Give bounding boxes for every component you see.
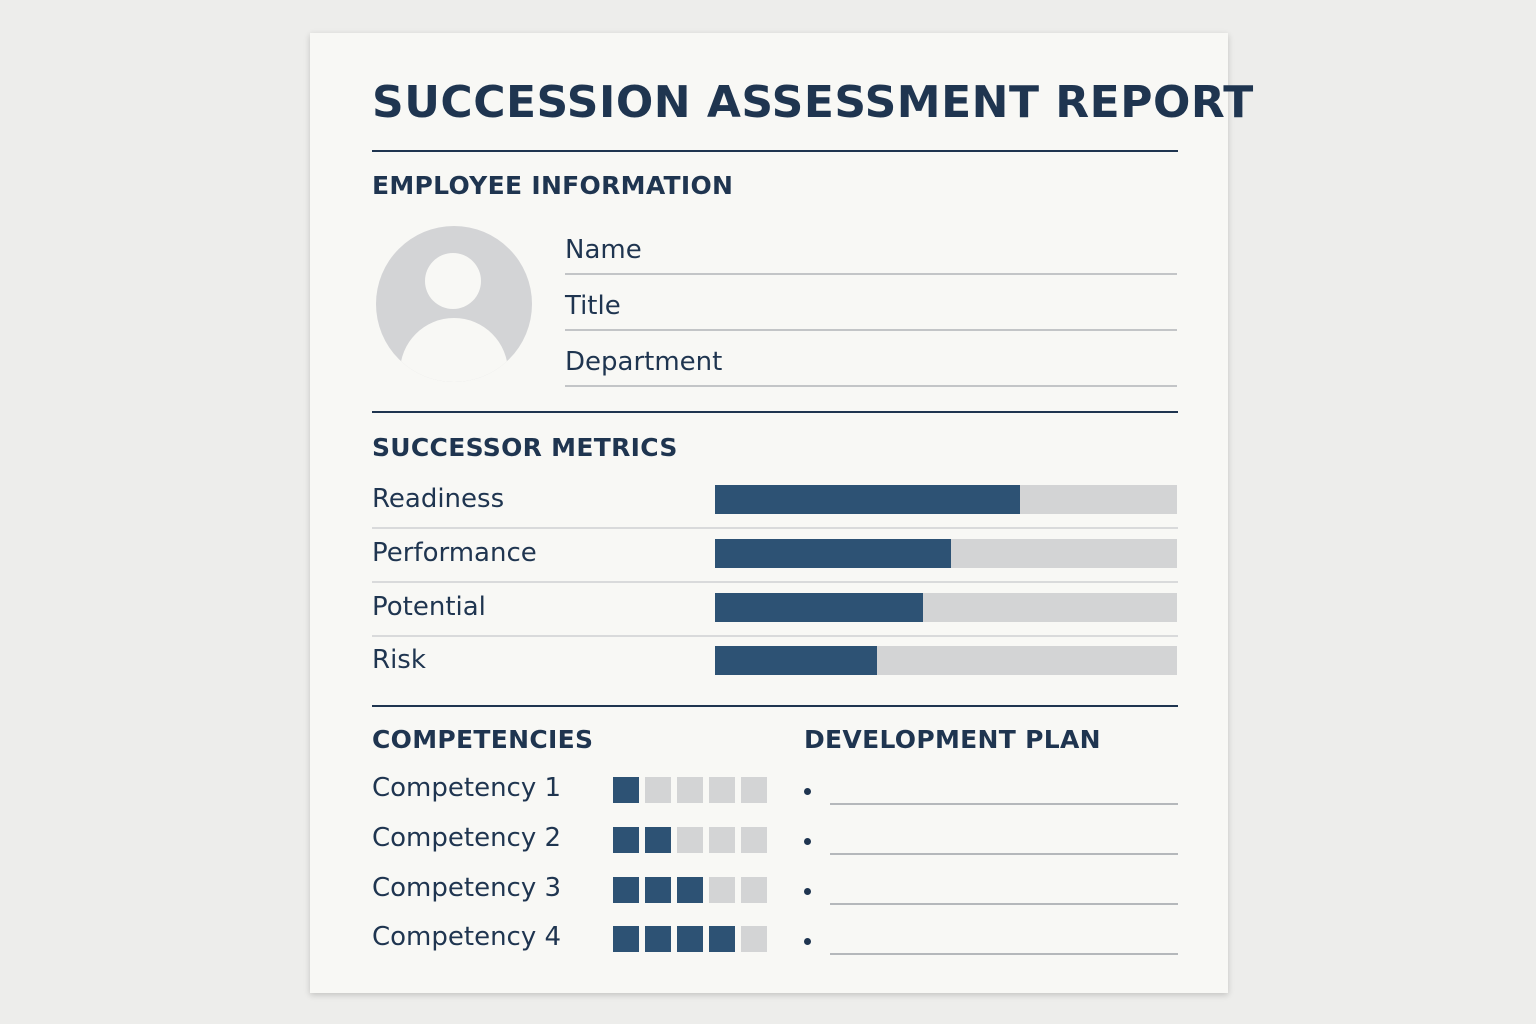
title-divider — [372, 150, 1178, 152]
competency-rating — [613, 877, 773, 903]
competency-label: Competency 1 — [372, 773, 562, 803]
competency-label: Competency 3 — [372, 873, 562, 903]
competency-row — [372, 871, 772, 911]
metric-bar-track — [715, 646, 1177, 675]
rating-square-empty — [677, 827, 703, 853]
metric-row-risk — [372, 636, 1178, 688]
plan-entry-line — [830, 903, 1178, 905]
rating-square-empty — [677, 777, 703, 803]
metric-label: Performance — [372, 538, 537, 568]
rating-square-filled — [613, 926, 639, 952]
rating-square-filled — [645, 926, 671, 952]
metric-bar-fill — [715, 646, 877, 675]
title-label: Title — [565, 291, 621, 321]
user-silhouette-icon — [376, 226, 532, 382]
rating-square-empty — [741, 926, 767, 952]
metric-row-potential — [372, 583, 1178, 637]
rating-square-empty — [741, 777, 767, 803]
metric-label: Readiness — [372, 484, 505, 514]
metric-bar-track — [715, 593, 1177, 622]
department-label: Department — [565, 347, 723, 377]
employee-information-heading: EMPLOYEE INFORMATION — [372, 171, 734, 200]
competency-rating — [613, 926, 773, 952]
rating-square-filled — [709, 926, 735, 952]
metric-bar-fill — [715, 485, 1020, 514]
report-title: SUCCESSION ASSESSMENT REPORT — [372, 77, 1254, 128]
development-plan-item[interactable] — [804, 828, 1178, 858]
metric-label: Potential — [372, 592, 486, 622]
successor-metrics-heading: SUCCESSOR METRICS — [372, 433, 678, 462]
plan-entry-line — [830, 953, 1178, 955]
metrics-section-divider — [372, 705, 1178, 707]
avatar-body — [400, 318, 508, 382]
rating-square-empty — [709, 877, 735, 903]
plan-entry-line — [830, 853, 1178, 855]
competency-label: Competency 4 — [372, 922, 562, 952]
rating-square-filled — [613, 827, 639, 853]
bullet-icon — [804, 838, 811, 845]
plan-entry-line — [830, 803, 1178, 805]
development-plan-item[interactable] — [804, 878, 1178, 908]
rating-square-empty — [645, 777, 671, 803]
rating-square-empty — [741, 827, 767, 853]
name-field[interactable] — [565, 223, 1177, 275]
metric-row-performance — [372, 529, 1178, 583]
rating-square-empty — [741, 877, 767, 903]
rating-square-filled — [645, 827, 671, 853]
metric-bar-fill — [715, 593, 923, 622]
competencies-heading: COMPETENCIES — [372, 725, 594, 754]
rating-square-filled — [613, 877, 639, 903]
development-plan-item[interactable] — [804, 778, 1178, 808]
rating-square-filled — [645, 877, 671, 903]
development-plan-item[interactable] — [804, 928, 1178, 958]
rating-square-filled — [677, 877, 703, 903]
rating-square-empty — [709, 827, 735, 853]
title-field[interactable] — [565, 279, 1177, 331]
metric-bar-track — [715, 485, 1177, 514]
bullet-icon — [804, 888, 811, 895]
metric-label: Risk — [372, 645, 426, 675]
development-plan-heading: DEVELOPMENT PLAN — [804, 725, 1101, 754]
competency-rating — [613, 827, 773, 853]
competency-row — [372, 920, 772, 960]
department-field[interactable] — [565, 335, 1177, 387]
name-label: Name — [565, 235, 642, 265]
report-sheet — [310, 33, 1254, 993]
rating-square-filled — [677, 926, 703, 952]
bullet-icon — [804, 938, 811, 945]
bullet-icon — [804, 788, 811, 795]
employee-section-divider — [372, 411, 1178, 413]
avatar-head — [425, 253, 481, 309]
competency-row — [372, 771, 772, 811]
competency-label: Competency 2 — [372, 823, 562, 853]
metric-bar-track — [715, 539, 1177, 568]
metric-row-readiness — [372, 475, 1178, 529]
competency-rating — [613, 777, 773, 803]
rating-square-filled — [613, 777, 639, 803]
rating-square-empty — [709, 777, 735, 803]
metric-bar-fill — [715, 539, 951, 568]
competency-row — [372, 821, 772, 861]
